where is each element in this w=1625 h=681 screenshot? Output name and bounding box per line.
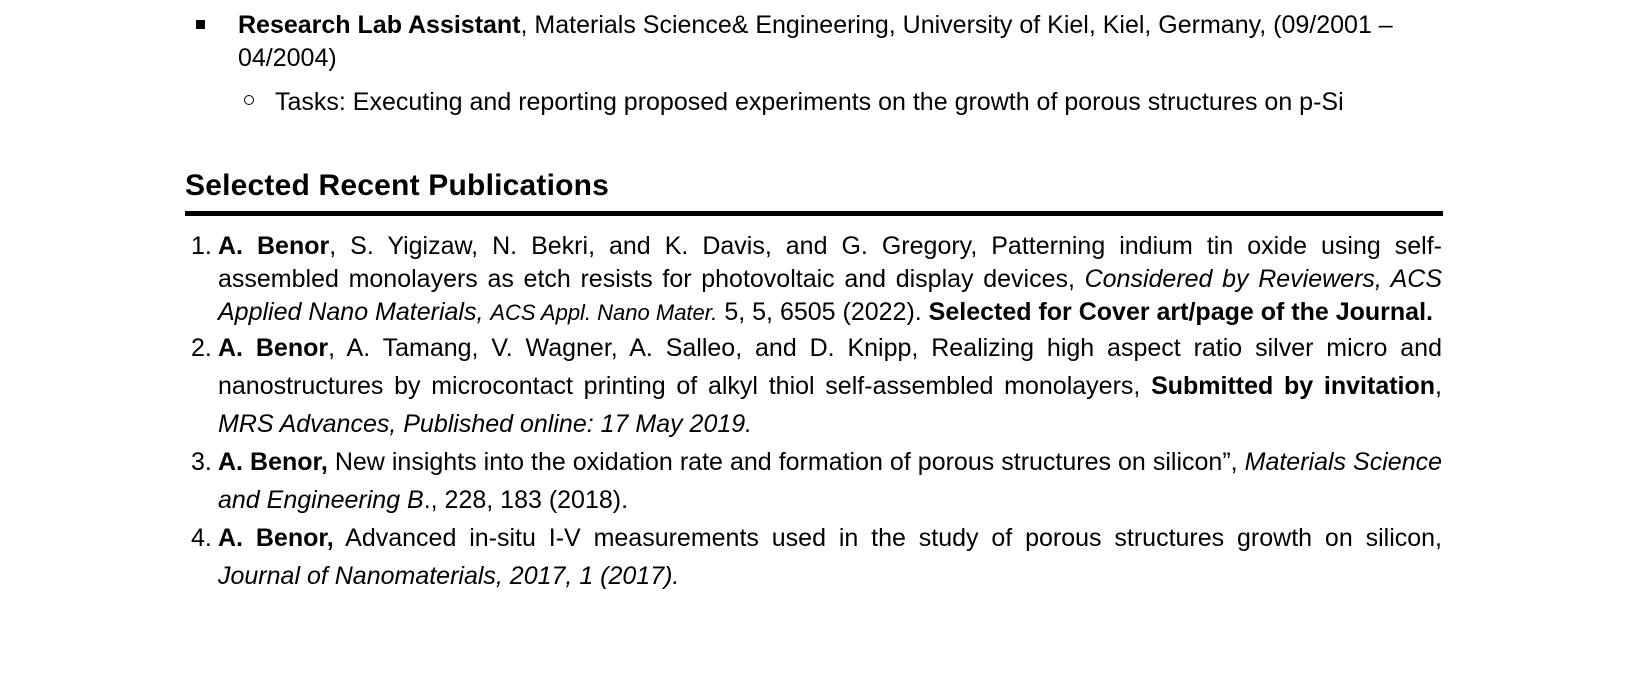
- publication-text: A. Benor, S. Yigizaw, N. Bekri, and K. Davis, and G. Gregory, Patterning indium tin oxide using self-assembled monolayers as etch resists for photovoltaic and display devices, Considered by Reviewers, ACS Applied Nano Materials, ACS Appl. Nano Mater. 5, 5, 6505 (2022). Selected for Cover art/page of the Journal.: [218, 232, 1442, 326]
- experience-entry-text: Research Lab Assistant, Materials Science& Engineering, University of Kiel, Kiel, Germany, (09/2001 – 04/2004): [238, 11, 1393, 72]
- publications-section-header: [185, 169, 1443, 216]
- task-item: [244, 86, 1625, 119]
- publication-text: A. Benor, A. Tamang, V. Wagner, A. Salleo, and D. Knipp, Realizing high aspect ratio silver micro and nanostructures by microcontact printing of alkyl thiol self-assembled monolayers, Submitted by invitation, MRS Advances, Published online: 17 May 2019.: [218, 334, 1442, 438]
- publication-item-1: [191, 230, 1442, 329]
- publication-number: 4.: [191, 524, 212, 552]
- publication-item-4: [191, 519, 1443, 595]
- publication-number: 1.: [191, 232, 212, 260]
- publication-text: A. Benor, New insights into the oxidation rate and formation of porous structures on silicon”, Materials Science and Engineering B., 228, 183 (2018).: [218, 448, 1443, 514]
- publication-item-2: [191, 329, 1442, 443]
- publication-number: 3.: [191, 448, 212, 476]
- circle-bullet-icon: [244, 95, 254, 105]
- experience-entry: [196, 9, 1625, 75]
- publication-item-3: [191, 443, 1443, 519]
- publications-heading: Selected Recent Publications: [185, 169, 610, 202]
- task-item-text: Tasks: Executing and reporting proposed experiments on the growth of porous structures on p-Si: [275, 88, 1344, 116]
- square-bullet-icon: [196, 20, 205, 29]
- publication-list: [0, 230, 1625, 595]
- publication-text: A. Benor, Advanced in-situ I-V measurements used in the study of porous structures growth on silicon, Journal of Nanomaterials, 2017, 1 (2017).: [218, 524, 1443, 590]
- publication-number: 2.: [191, 334, 212, 362]
